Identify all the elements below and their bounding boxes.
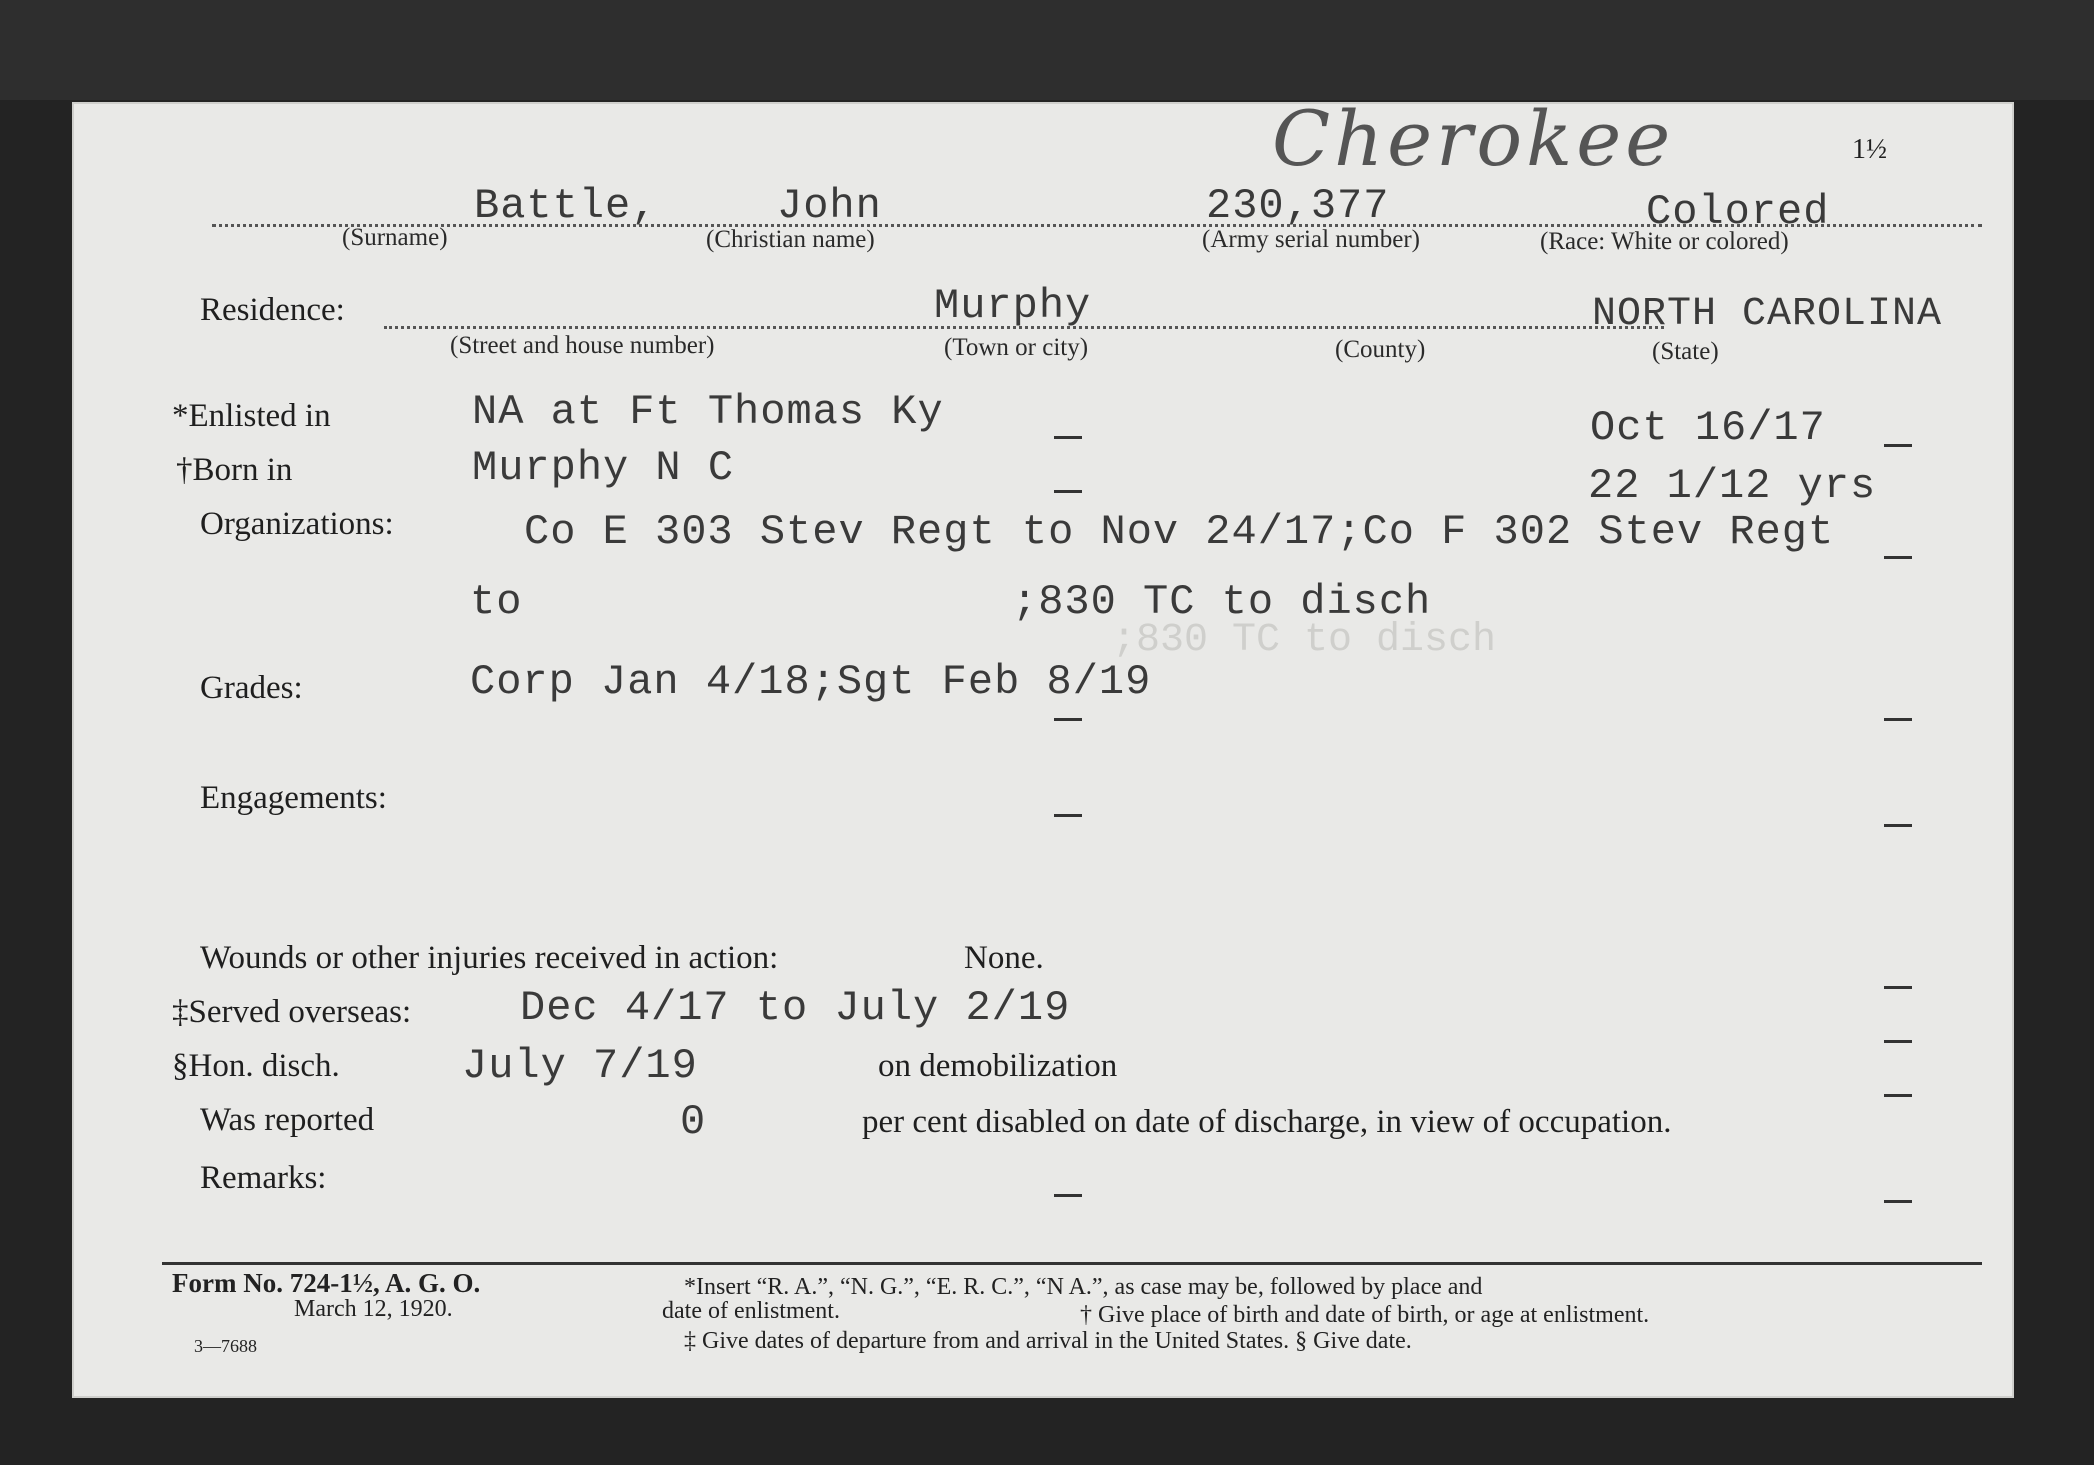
state-caption: (State) xyxy=(1652,338,1719,365)
reported-label: Was reported xyxy=(200,1102,375,1138)
grades-label: Grades: xyxy=(200,670,303,706)
overseas-value: Dec 4/17 to July 2/19 xyxy=(520,984,1071,1032)
organizations-label: Organizations: xyxy=(200,506,394,542)
engagements-right-dash xyxy=(1884,824,1912,827)
grades-dash xyxy=(1054,718,1082,721)
organizations-line2-end: ;830 TC to disch xyxy=(1012,578,1432,626)
residence-town: Murphy xyxy=(934,282,1092,330)
discharge-date: July 7/19 xyxy=(462,1042,698,1090)
grades-value: Corp Jan 4/18;Sgt Feb 8/19 xyxy=(470,658,1152,706)
enlisted-right-dash xyxy=(1884,444,1912,447)
enlisted-label: *Enlisted in xyxy=(172,398,331,434)
footnote-2b: † Give place of birth and date of birth, or age at enlistment. xyxy=(1080,1302,1650,1328)
form-code: 3—7688 xyxy=(194,1336,257,1356)
enlisted-value: NA at Ft Thomas Ky xyxy=(472,388,944,436)
race-value: Colored xyxy=(1646,188,1830,236)
organizations-dash xyxy=(1884,556,1912,559)
organizations-line2-start: to xyxy=(470,578,523,626)
discharge-dash xyxy=(1884,1094,1912,1097)
record-card xyxy=(72,94,2014,1398)
overseas-label: ‡Served overseas: xyxy=(172,994,412,1030)
fraction-mark: 1½ xyxy=(1852,134,1887,165)
street-caption: (Street and house number) xyxy=(450,332,715,359)
form-number: Form No. 724-1½, A. G. O. xyxy=(172,1268,481,1298)
wounds-dash xyxy=(1884,986,1912,989)
born-label: †Born in xyxy=(176,452,293,488)
remarks-dash xyxy=(1054,1194,1082,1197)
born-value: Murphy N C xyxy=(472,444,735,492)
serial-value: 230,377 xyxy=(1206,182,1390,230)
remarks-right-dash xyxy=(1884,1200,1912,1203)
discharge-label: §Hon. disch. xyxy=(172,1048,340,1084)
wounds-value: None. xyxy=(964,940,1044,976)
race-caption: (Race: White or colored) xyxy=(1540,228,1789,255)
engagements-label: Engagements: xyxy=(200,780,387,816)
remarks-label: Remarks: xyxy=(200,1160,327,1196)
engagements-dash xyxy=(1054,814,1082,817)
christian-caption: (Christian name) xyxy=(706,226,875,253)
residence-state: NORTH CAROLINA xyxy=(1592,292,1943,337)
reported-value: 0 xyxy=(680,1098,707,1146)
residence-label: Residence: xyxy=(200,292,345,328)
footer-rule xyxy=(162,1262,1982,1265)
born-age: 22 1/12 yrs xyxy=(1588,462,1877,510)
town-caption: (Town or city) xyxy=(944,334,1089,361)
wounds-label: Wounds or other injuries received in action: xyxy=(200,940,779,976)
enlisted-date: Oct 16/17 xyxy=(1590,404,1826,452)
county-handwritten: Cherokee xyxy=(1272,94,1675,183)
serial-caption: (Army serial number) xyxy=(1202,226,1420,253)
christian-name-value: John xyxy=(777,182,882,230)
footnote-1: *Insert “R. A.”, “N. G.”, “E. R. C.”, “N A.”, as case may be, followed by place and xyxy=(684,1274,1483,1300)
grades-right-dash xyxy=(1884,718,1912,721)
org-offset-ghost: ;830 TC to disch xyxy=(1112,618,1497,663)
surname-value: Battle, xyxy=(474,182,658,230)
reported-text: per cent disabled on date of discharge, in view of occupation. xyxy=(862,1104,1672,1140)
overseas-dash xyxy=(1884,1040,1912,1043)
surname-caption: (Surname) xyxy=(342,224,448,251)
born-dash xyxy=(1054,490,1082,493)
footnote-3: ‡ Give dates of departure from and arrival in the United States. § Give date. xyxy=(684,1328,1412,1354)
form-date: March 12, 1920. xyxy=(294,1296,453,1322)
discharge-reason: on demobilization xyxy=(878,1048,1118,1084)
enlisted-dash xyxy=(1054,436,1082,439)
organizations-line1: Co E 303 Stev Regt to Nov 24/17;Co F 302 Stev Regt xyxy=(524,508,1835,556)
footnote-2a: date of enlistment. xyxy=(662,1298,840,1324)
scan-background xyxy=(0,0,2094,100)
county-caption: (County) xyxy=(1335,336,1426,363)
